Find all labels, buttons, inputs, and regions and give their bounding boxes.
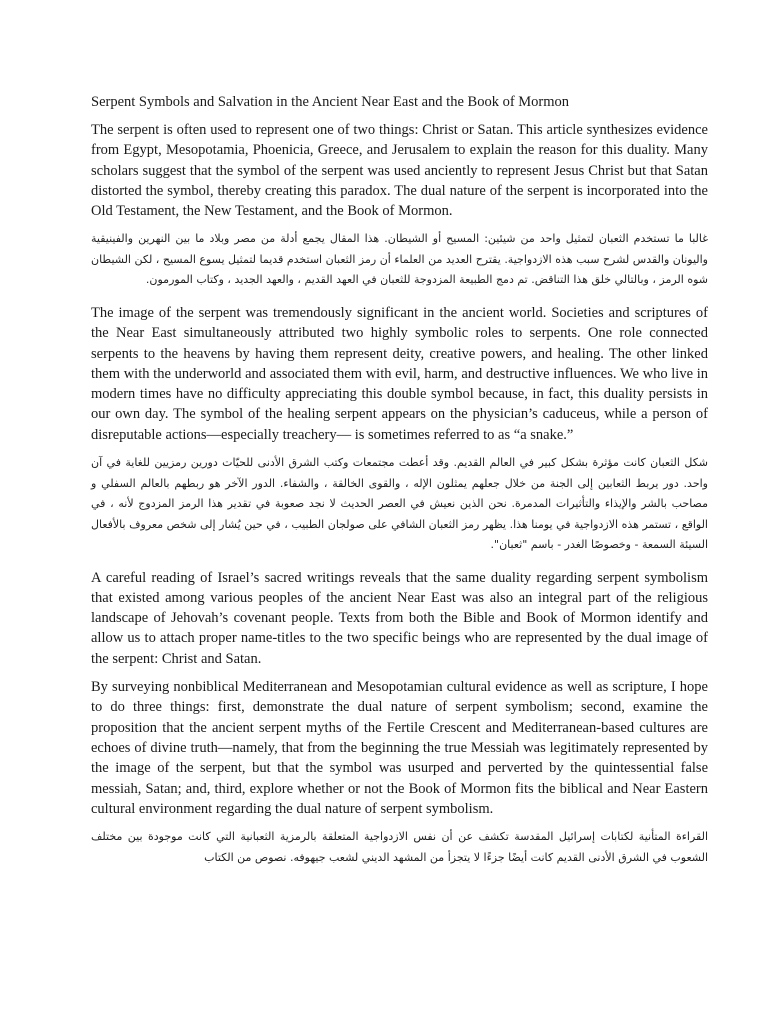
paragraph-intro-en: The serpent is often used to represent one of two things: Christ or Satan. This article synthesizes evidence from Egypt, Mesopotamia, Phoenicia, Greece, and Jerusalem to explain the reason for this duality. Many scholars suggest that the symbol of the serpent was used anciently to represent Jesus Christ but that Satan distorted the symbol, thereby creating this paradox. The dual nature of the serpent is incorporated into the Old Testament, the New Testament, and the Book of Mormon. [91,122,708,220]
paragraph-three-goals-en: By surveying nonbiblical Mediterranean and Mesopotamian cultural evidence as well as scripture, I hope to do three things: first, demonstrate the dual nature of serpent symbolism; second, examine the proposition that the ancient serpent myths of the Fertile Crescent and Mediterranean-based cultures are echoes of divine truth—namely, that from the beginning the true Messiah was legitimately represented by the image of the serpent, but that the symbol was usurped and perverted by the quintessential false messiah, Satan; and, third, explore whether or not the Book of Mormon fits the biblical and Near Eastern cultural environment regarding the dual nature of serpent symbolism. [91,679,708,817]
paragraph-israel-writings-en: A careful reading of Israel’s sacred writings reveals that the same duality regarding serpent symbolism that existed among various peoples of the ancient Near East was also an integral part of the religious landscape of Jehovah’s covenant people. Texts from both the Bible and Book of Mormon identify and allow us to attach proper name-titles to the two specific beings who are represented by the dual image of the serpent: Christ and Satan. [91,569,708,667]
paragraph-intro-ar: غالبا ما تستخدم الثعبان لتمثيل واحد من شيئين: المسيح أو الشيطان. هذا المقال يجمع أدلة من مصر وبلاد ما بين النهرين والفينيقية واليونان والقدس لشرح سبب هذه الازدواجية. يقترح العديد من العلماء أن رمز الثعبان استخدم قديما لتمثيل يسوع المسيح ، لكن الشيطان شوه الرمز ، وبالتالي خلق هذا التناقض. تم دمج الطبيعة المزدوجة للثعبان في العهد القديم ، والعهد الجديد ، وكتاب المورمون. [91,232,708,287]
document-title: Serpent Symbols and Salvation in the Ancient Near East and the Book of Mormon [91,94,570,110]
paragraph-serpent-image-ar: شكل الثعبان كانت مؤثرة بشكل كبير في العالم القديم. وقد أعطت مجتمعات وكتب الشرق الأدنى للحيّات دورين رمزيين للغاية في آن واحد. دور يربط الثعابين إلى الجنة من خلال جعلهم يمثلون الإله ، والقوى الخالقة ، والشفاء. الدور الآخر هو ربطهم بالعالم السفلي و مصاحب بالشر والإيذاء والتأثيرات المدمرة. نحن الذين نعيش في العصر الحديث لا نجد صعوبة في تقدير هذا الرمز المزدوج لأنه ، في الواقع ، تستمر هذه الازدواجية في يومنا هذا. يظهر رمز الثعبان الشافي على صولجان الطبيب ، في حين يُشار إلى شخص معروف بالأفعال السيئة السمعة - وخصوصًا الغدر - باسم "ثعبان". [91,456,708,552]
paragraph-israel-writings-ar: القراءة المتأنية لكتابات إسرائيل المقدسة تكشف عن أن نفس الازدواجية المتعلقة بالرمزية الثعبانية التي كانت موجودة بين مختلف الشعوب في الشرق الأدنى القديم كانت أيضًا جزءًا لا يتجزأ من المشهد الديني لشعب جيهوفه. نصوص من الكتاب [91,830,708,864]
paragraph-serpent-image-en: The image of the serpent was tremendously significant in the ancient world. Societies and scriptures of the Near East simultaneously attributed two highly symbolic roles to serpents. One role connected serpents to the heavens by having them represent deity, creative powers, and healing. The other linked them with the underworld and associated them with evil, harm, and destructive influences. We who live in modern times have no difficulty appreciating this double symbol because, in fact, this duality persists in our own day. The symbol of the healing serpent appears on the physician’s caduceus, while a person of disreputable actions—especially treachery— is sometimes referred to as “a snake.” [91,304,708,443]
